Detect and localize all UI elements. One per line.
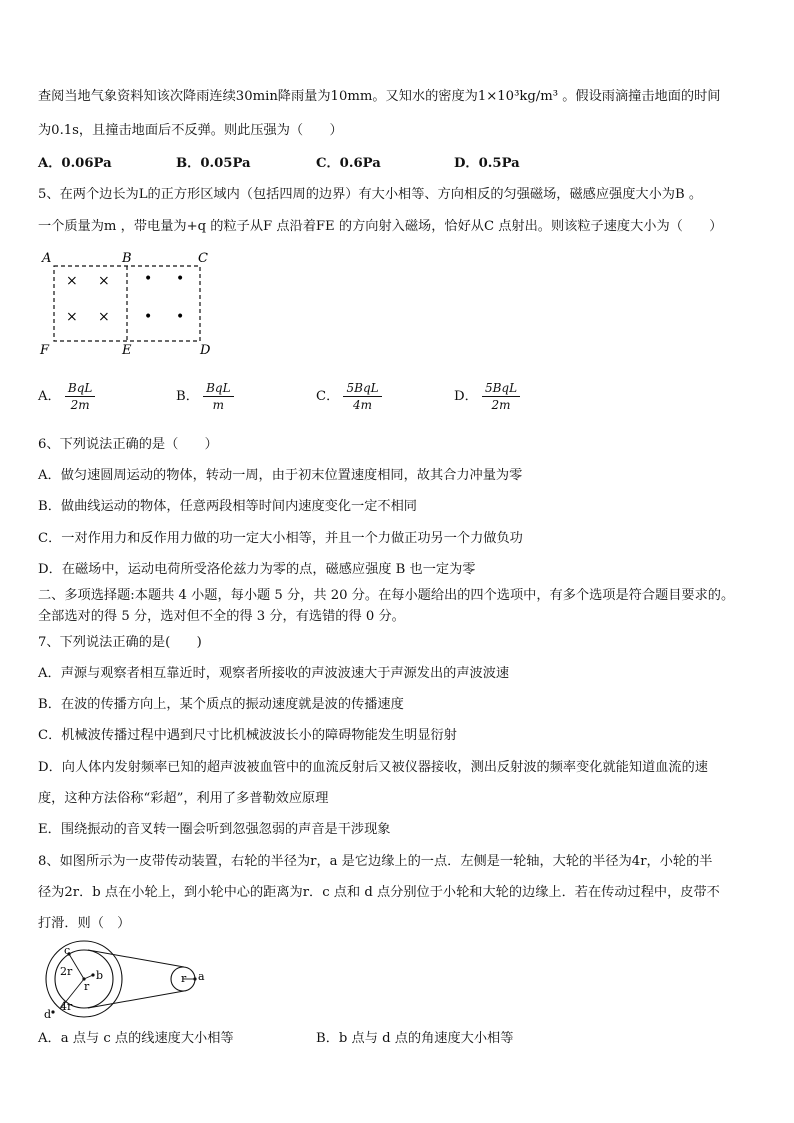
option-label: D． <box>454 389 478 404</box>
q5-option-a <box>38 380 95 413</box>
q8-belt-drive-figure <box>38 938 218 1020</box>
q8-option-a: A．a 点与 c 点的线速度大小相等 <box>38 1031 234 1046</box>
q7-option-d-line-1: D．向人体内发射频率已知的超声波被血管中的血流反射后又被仪器接收，测出反射波的频率变化就能知道血流的速 <box>38 760 708 775</box>
q4-option-a: A．0.06Pa <box>38 156 112 171</box>
point-a-label: A <box>42 251 52 266</box>
q4-option-c: C．0.6Pa <box>316 156 381 171</box>
label-a: a <box>198 970 205 983</box>
field-out-of-page-icon: • <box>176 271 185 287</box>
option-label: B． <box>176 389 199 404</box>
q4-text-line-2: 为0.1s，且撞击地面后不反弹。则此压强为（ ） <box>38 123 343 138</box>
field-out-of-page-icon: • <box>176 309 185 325</box>
belt-top <box>88 950 184 967</box>
point-f-label: F <box>40 343 50 358</box>
q6-option-d: D．在磁场中，运动电荷所受洛伦兹力为零的点，磁感应强度 B 也一定为零 <box>38 562 476 577</box>
point-b-label: B <box>122 251 132 266</box>
q5-magnetic-field-figure <box>38 246 218 358</box>
point-d-label: D <box>200 343 211 358</box>
field-into-page-icon: × <box>66 309 78 325</box>
label-b: b <box>96 969 104 982</box>
point-c-label: C <box>198 251 208 266</box>
point-e-label: E <box>122 343 132 358</box>
label-d: d <box>44 1008 52 1020</box>
label-4r: 4r <box>60 1000 73 1013</box>
q6-stem: 6、下列说法正确的是（ ） <box>38 437 218 452</box>
q8-text-line-2: 径为2r．b 点在小轮上，到小轮中心的距离为r．c 点和 d 点分别位于小轮和大轮的边缘上．若在传动过程中，皮带不 <box>38 885 720 900</box>
q8-text-line-1: 8、如图所示为一皮带传动装置，右轮的半径为r，a 是它边缘上的一点．左侧是一轮轴，大轮的半径为4r，小轮的半 <box>38 854 713 869</box>
fraction: $\frac{\text{BqL}}{2m}$ <box>65 380 95 413</box>
q5-option-c <box>316 380 382 413</box>
section-2-heading-line-2: 全部选对的得 5 分，选对但不全的得 3 分，有选错的得 0 分。 <box>38 609 405 624</box>
label-c: c <box>64 944 71 957</box>
q6-option-a: A．做匀速圆周运动的物体，转动一周，由于初末位置速度相同，故其合力冲量为零 <box>38 468 523 483</box>
label-r-right: r <box>181 972 187 985</box>
option-label: A． <box>38 389 61 404</box>
label-2r: 2r <box>60 965 73 978</box>
point-a-dot <box>193 977 196 980</box>
belt-bottom <box>88 991 184 1008</box>
q4-option-b: B．0.05Pa <box>176 156 251 171</box>
q7-stem: 7、下列说法正确的是( ) <box>38 635 202 650</box>
fraction: $\frac{\text{5BqL}}{2m}$ <box>482 380 520 413</box>
option-label: C． <box>316 389 340 404</box>
point-d-dot <box>51 1010 54 1013</box>
q7-option-a: A．声源与观察者相互靠近时，观察者所接收的声波波速大于声源发出的声波波速 <box>38 666 510 681</box>
q7-option-b: B．在波的传播方向上，某个质点的振动速度就是波的传播速度 <box>38 697 404 712</box>
q6-option-c: C．一对作用力和反作用力做的功一定大小相等，并且一个力做正功另一个力做负功 <box>38 531 523 546</box>
q8-option-b: B．b 点与 d 点的角速度大小相等 <box>316 1031 514 1046</box>
q8-text-line-3: 打滑．则（ ） <box>38 916 131 931</box>
field-into-page-icon: × <box>98 273 110 289</box>
point-b-dot <box>91 973 94 976</box>
q7-option-d-line-2: 度，这种方法俗称“彩超”，利用了多普勒效应原理 <box>38 791 329 806</box>
fraction: $\frac{\text{5BqL}}{4m}$ <box>343 380 381 413</box>
field-out-of-page-icon: • <box>144 271 153 287</box>
q5-text-line-1: 5、在两个边长为L的正方形区域内（包括四周的边界）有大小相等、方向相反的匀强磁场，磁感应强度大小为B 。 <box>38 187 703 202</box>
q4-option-d: D．0.5Pa <box>454 156 520 171</box>
section-2-heading-line-1: 二、多项选择题:本题共 4 小题，每小题 5 分，共 20 分。在每小题给出的四个选项中，有多个选项是符合题目要求的。 <box>38 588 735 603</box>
label-r-inner: r <box>84 980 90 993</box>
q5-text-line-2: 一个质量为m ，带电量为+q 的粒子从F 点沿着FE 的方向射入磁场，恰好从C 点射出。则该粒子速度大小为（ ） <box>38 219 723 234</box>
q7-option-c: C．机械波传播过程中遇到尺寸比机械波波长小的障碍物能发生明显衍射 <box>38 728 457 743</box>
q5-option-b <box>176 380 234 413</box>
field-into-page-icon: × <box>66 273 78 289</box>
q7-option-e: E．围绕振动的音叉转一圈会听到忽强忽弱的声音是干涉现象 <box>38 822 391 837</box>
field-into-page-icon: × <box>98 309 110 325</box>
fraction: $\frac{\text{BqL}}{m}$ <box>203 380 233 413</box>
q6-option-b: B．做曲线运动的物体，任意两段相等时间内速度变化一定不相同 <box>38 499 417 514</box>
q5-option-d <box>454 380 520 413</box>
field-out-of-page-icon: • <box>144 309 153 325</box>
q4-text-line-1: 查阅当地气象资料知该次降雨连续30min降雨量为10mm。又知水的密度为1×10³kg/m³ 。假设雨滴撞击地面的时间 <box>38 89 721 104</box>
